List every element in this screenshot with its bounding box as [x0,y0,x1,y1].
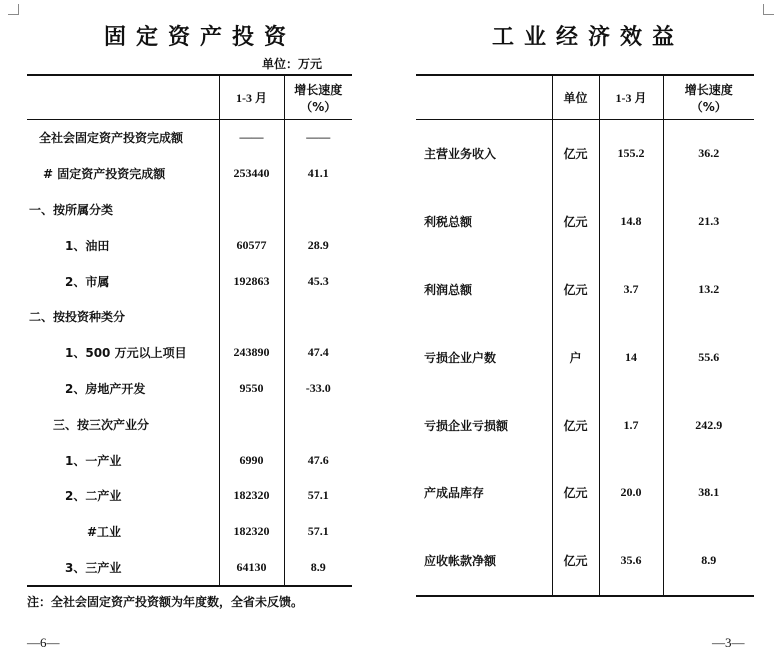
row-value: —— [219,120,284,156]
table-row [27,120,352,156]
row-label: 主营业务收入 [424,147,497,162]
row-growth: 47.4 [284,335,352,371]
row-growth [284,406,352,442]
row-label: 3、三产业 [65,560,122,575]
row-unit: 亿元 [552,459,599,527]
table-header-row [416,75,754,120]
row-growth: 8.9 [663,527,754,596]
header-blank [416,75,552,120]
row-growth: 21.3 [663,188,754,256]
row-unit: 亿元 [552,527,599,596]
fixed-asset-investment-table [27,74,352,587]
header-period: 1-3 月 [219,75,284,120]
page-corner-mark-left [8,4,19,15]
row-unit: 户 [552,323,599,391]
row-label: 利润总额 [424,282,473,297]
table-row [416,188,754,256]
table-row [416,120,754,188]
table-row [27,335,352,371]
row-value: 35.6 [599,527,663,596]
table-row [27,227,352,263]
row-label: 2、房地产开发 [65,381,146,396]
unit-note: 单位：万元 [262,57,323,71]
row-growth: 8.9 [284,550,352,587]
row-label: 利税总额 [424,215,473,230]
industrial-efficiency-table [416,74,754,597]
header-period: 1-3 月 [599,75,663,120]
row-growth: 45.3 [284,263,352,299]
row-label: 1、油田 [65,238,110,253]
table-row [416,323,754,391]
table-row [27,192,352,228]
table-header-row [27,75,352,120]
table-row [27,156,352,192]
row-value: 182320 [219,478,284,514]
row-label: 一、按所属分类 [29,202,114,217]
row-value: 14.8 [599,188,663,256]
header-growth: 增长速度 （%） [663,75,754,120]
right-page-title: 工业经济效益 [492,25,685,50]
table-row [27,514,352,550]
row-value: 64130 [219,550,284,587]
row-growth: 28.9 [284,227,352,263]
row-label: 1、一产业 [65,453,122,468]
row-growth: 13.2 [663,256,754,324]
row-value: 1.7 [599,391,663,459]
row-label: 1、500 万元以上项目 [65,346,187,361]
table-row [27,442,352,478]
row-label: 二、按投资种类分 [29,310,126,325]
row-label: 三、按三次产业分 [53,417,150,432]
row-label: # 固定资产投资完成额 [43,167,166,182]
table-row [416,459,754,527]
row-growth: 38.1 [663,459,754,527]
row-value: 253440 [219,156,284,192]
row-growth: 57.1 [284,514,352,550]
header-growth: 增长速度 （%） [284,75,352,120]
row-label: #工业 [87,525,122,540]
row-value: 9550 [219,371,284,407]
row-label: 产成品库存 [424,486,485,501]
row-growth: 242.9 [663,391,754,459]
table-row [416,256,754,324]
row-growth [284,192,352,228]
row-value [219,192,284,228]
row-value: 6990 [219,442,284,478]
row-growth: -33.0 [284,371,352,407]
row-value [219,299,284,335]
footnote: 注：全社会固定资产投资额为年度数，全省未反馈。 [27,595,304,609]
header-blank [27,75,219,120]
row-unit: 亿元 [552,120,599,188]
table-row [416,391,754,459]
row-value: 243890 [219,335,284,371]
table-row [27,263,352,299]
table-row [27,550,352,587]
table-row [27,299,352,335]
page-number-left: —6— [27,635,60,650]
table-row [27,406,352,442]
row-growth: 47.6 [284,442,352,478]
row-growth: 41.1 [284,156,352,192]
row-value: 3.7 [599,256,663,324]
row-unit: 亿元 [552,256,599,324]
row-value: 60577 [219,227,284,263]
row-growth: —— [284,120,352,156]
page-corner-mark-right [763,4,774,15]
row-growth: 36.2 [663,120,754,188]
row-label: 应收帐款净额 [424,554,497,569]
row-value: 20.0 [599,459,663,527]
left-page-title: 固定资产投资 [104,25,297,50]
table-row [416,527,754,596]
row-label: 2、二产业 [65,489,122,504]
row-value: 182320 [219,514,284,550]
row-growth: 55.6 [663,323,754,391]
row-growth: 57.1 [284,478,352,514]
row-unit: 亿元 [552,188,599,256]
row-value: 155.2 [599,120,663,188]
row-label: 亏损企业户数 [424,350,497,365]
row-growth [284,299,352,335]
row-label: 2、市属 [65,274,110,289]
row-unit: 亿元 [552,391,599,459]
row-label: 全社会固定资产投资完成额 [39,131,184,146]
page-number-right: —3— [712,635,745,650]
row-value [219,406,284,442]
row-value: 192863 [219,263,284,299]
table-row [27,478,352,514]
table-row [27,371,352,407]
header-unit: 单位 [552,75,599,120]
row-label: 亏损企业亏损额 [424,418,509,433]
row-value: 14 [599,323,663,391]
